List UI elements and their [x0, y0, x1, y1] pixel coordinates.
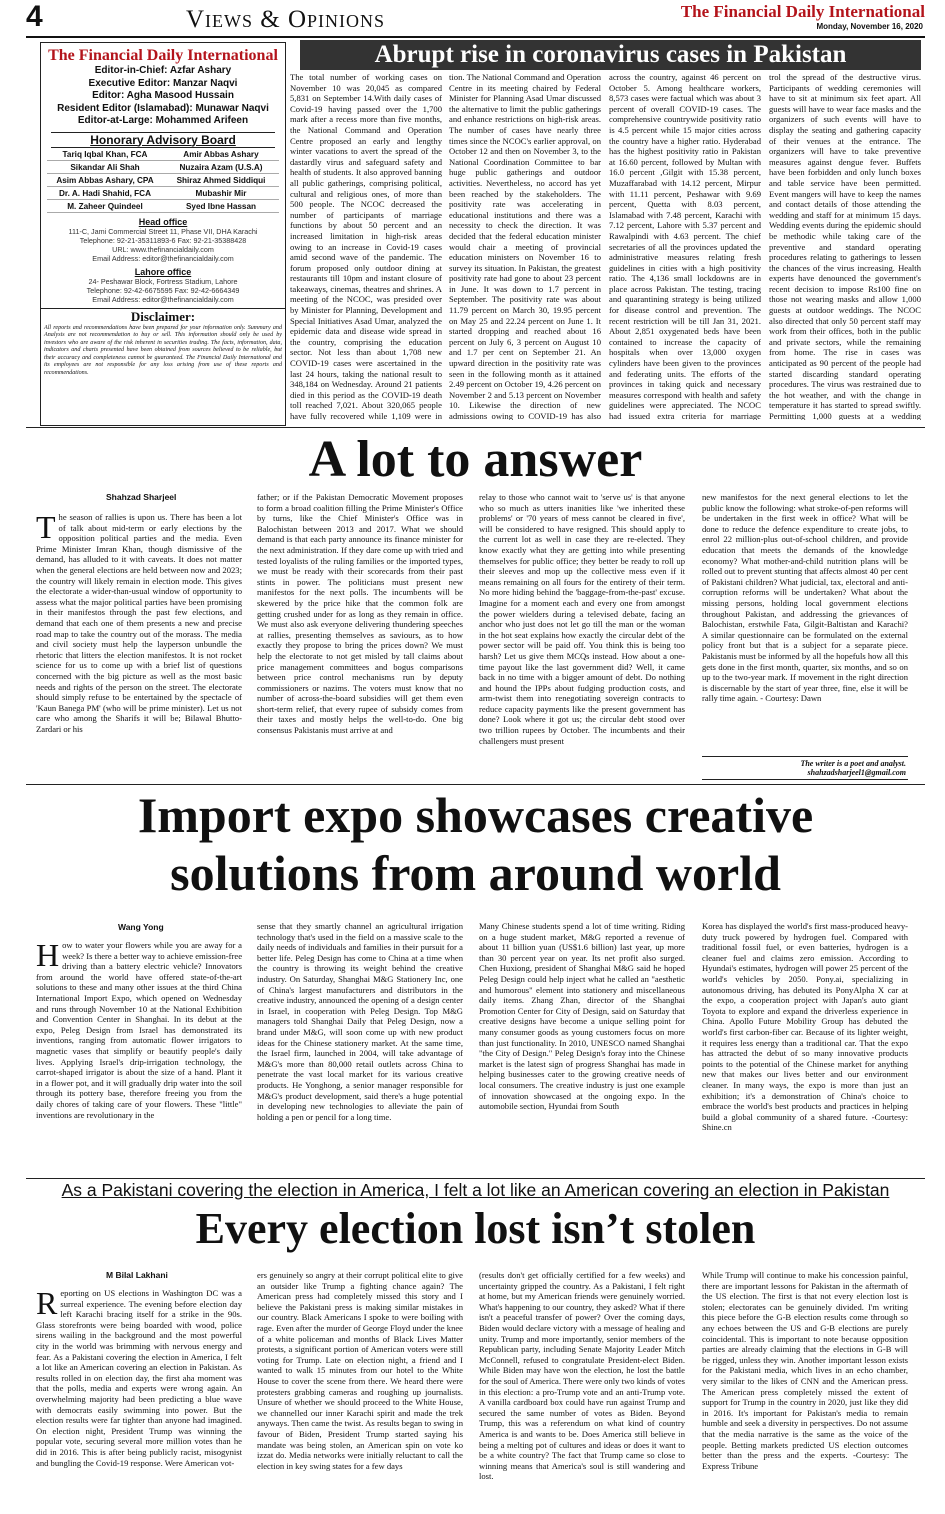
article4-byline: M Bilal Lakhani — [106, 1270, 168, 1280]
advisor-name: M. Zaheer Quindeel — [47, 202, 163, 213]
article4-column — [36, 1288, 242, 1510]
article4-subhead: As a Pakistani covering the election in America, I felt a lot like an American covering an election in Pakistan — [61, 1180, 890, 1200]
article3-column: sense that they smartly channel an agricultural irrigation technology that's used in the field on a massive scale to the daily needs of individuals and families in their pursuit for a better life. Peleg Design has come to China at a time when the country is throwing its weight behind the creative industry. On Saturday, Shanghai M&G Stationery Inc, one of China's largest manufacturers and distributors in the creative industry, announced the opening of a design center in Israel, in cooperation with Peleg Design. Top M&G managers told Shanghai Daily that Peleg Design, now a brand under M&G, will soon come up with new product ideas for the Chinese stationery market. At the same time, the Israel firm, launched in 2004, will take advantage of M&G's more than 80,000 retail outlets across China to penetrate the vast local market for its various creative products. He Yonghong, a senior manager responsible for M&G's product development, said there's a huge potential in developing new technologies to alleviate the pain of holding a pen or pencil for a long time. — [257, 921, 463, 1122]
article2-byline: Shahzad Sharjeel — [106, 492, 177, 502]
article4-text: eporting on US elections in Washington DC was a surreal experience. The evening before election day left Karachi bracing itself for a strike in the 90s. Glass storefronts were being boarded with wood, police sirens wailing in the background and the most powerful city in the world was brimming with nervous energy and fear. As a Pakistani covering the election in America, I felt a lot like an American covering an election in Pakistan. As results rolled in on election day, the first aha moment was that the polls, media and experts were wrong again. An overwhelming majority had been predicting a blue wave with democrats easily swimming into power. But the election results were far tighter than anyone had imagined. On election night, President Trump was winning the popular vote, securing several more million votes than he did in 2016. This is after being publicly racist, misogynist and bungling the Covid-19 response. Were American vot- — [36, 1288, 242, 1468]
advisor-name: Nuzaira Azam (U.S.A) — [163, 163, 279, 174]
address-line: 111-C, Jami Commercial Street 11, Phase VII, DHA Karachi — [68, 226, 258, 236]
drop-cap: R — [36, 1288, 58, 1321]
advisor-name: Dr. A. Hadi Shahid, FCA — [47, 189, 163, 200]
article4-column: While Trump will continue to make his concession painful, there are important lessons for Pakistan in the aftermath of the US election. The first is that not every election lost is stolen; electorates can be genuinely divided. I'm writing this piece before the G-B election results come through so any echoes between the US and G-B elections are purely coincidental. This is important to note because opposition parties are already claiming that the elections in G-B will be rigged, unless they win. Another important lesson exists for the Pakistani media, which lives in an echo chamber, very similar to the likes of CNN and the American press. The American press completely missed the extent of support for Trump in the country in 2020, just like they did in 2016. It's important for Pakistan's media to remain humble and seek a diversity in perspectives. Do not assume that the media narrative is the same as the voice of the people. Betting markets predicted US election outcomes better than the press and the experts. -Courtesy: The Express Tribune — [702, 1270, 908, 1471]
article1-column: tion. The National Command and Operation Centre in its meeting chaired by Federal Minister for Planning Asad Umar discussed the alternative to limit the public gatherings and enhance restrictions on high-risk areas. The number of cases have nearly three times since the NCOC's earlier approval, on October 12 and then on November 3, to the National Coordination Committee to bar huge public gatherings and outdoor activities. Nevertheless, no accord has yet been reached by the stakeholders. The positivity rate was accelerating in educational institutions and there was a necessity to check the direction. It was decided that the federal education minister would chair a meeting of provincial education ministers on November 16 to survey its situation. In Pakistan, the greatest positivity rate had gone to about 23 percent in June. It was down to 1.7 percent in September. The positivity rate was about 11.79 percent on March 30, 19.95 percent on May 25 and 22.24 percent on June 1. It started dropping and reached about 16 percent on July 6, 3 percent on August 10 and 1.7 per cent on September 21. An upward direction in the positivity rate was seen in the following month as it attained 2.49 percent on October 19, 4.26 percent on November 2 and 5.13 percent on November 10. Likewise the direction of new admissions owing to COVID-19 has also — [449, 72, 601, 420]
advisor-name: Amir Abbas Ashary — [163, 150, 279, 161]
article3-column: Korea has displayed the world's first mass-produced heavy-duty truck powered by hydrogen fuel. Compared with traditional fossil fuel, or even batteries, hydrogen is a cleaner fuel and claims zero emission. According to Hyundai's estimates, hydrogen will power 25 percent of the world's vehicles by 2050. Pony.ai, specializing in autonomous driving, has debuted its PonyAlpha X car at the expo, a cooperation project with Japan's auto giant Toyota to explore and expand the driverless experience in China. Apollo Future Mobility Group has debuted the world's first carbon-fiber car. Because of its lighter weight, it requires less energy than a traditional car. That the expo has attracted the debut of so many innovative products points to the potential of the Chinese market for anything new that makes our lives better and our environment cleaner. In many ways, the expo is more than just an exhibition; it's a demonstration of China's choice to embrace the world's best products and practices in helping build a global community of a shared future. -Courtesy: Shine.cn — [702, 921, 908, 1133]
article1-column: The total number of working cases on November 10 was 20,045 as compared 5,831 on September 14.With daily cases of Covid-19 having passed over the 1,700 mark after a recess more than five months, the National Command and Operation Centre proposed an early and lengthy winter vacations to avert the spread of the dastardly virus and safeguard safety and health of students. It also approved banning all public gatherings, comprising political, cultural and religious ones, of more than 500 people. The NCOC decreased the number of participants of marriage functions by about 50 percent and an increased limitation in high-risk areas owing to an increase in Covid-19 cases amid second wave of the pandemic. The forum proposed only outdoor dining at restaurants till 10pm and instant closure of takeaways, cinemas, theatres and shrines. A meeting of the NCOC, was presided over by Minister for Planning, Development and Special Initiatives Asad Umar, analyzed the epidemic data and disease wide spread in the country, comprising the education sector. Not less than about 1,708 new COVID-19 cases were ascertained in the last 24 hours, taking the national result to 348,184 on Wednesday. Around 21 patients died in this period as the COVID-19 death toll reached 7,021. About 320,065 people have fully recovered while 1,109 were in — [290, 72, 442, 420]
drop-cap: H — [36, 940, 60, 973]
article3-byline: Wang Yong — [118, 922, 164, 932]
article4-column: ers genuinely so angry at their corrupt political elite to give an outsider like Trump a fighting chance again? The American press had completely missed this story and I believe the Pakistani press is making similar mistakes in our country. Black Americans I spoke to were boiling with rage. Even after the murder of George Floyd under the knee of a white policeman and months of Black Lives Matter protests, a significant portion of American voters were still voting for Trump. Late on election night, a friend and I wanted to walk 15 minutes from our hotel to the White House to cover the scene from there. We heard there were protesters grabbing cameras and roughing up journalists. Unsure of whether we should proceed to the White House, we channelled our inner Karachi spirit and made the trek anyways. Then came the twist. As results began to swing in favour of Biden, President Trump started saying his mandate was being stolen, an American spin on vote ko izzat do. Media networks were initially reluctant to call the election in key swing states for a few days — [257, 1270, 463, 1471]
article3-headline — [26, 786, 925, 902]
page-number: 4 — [26, 0, 43, 33]
address-line: URL: www.thefinancialdaily.com — [112, 244, 214, 254]
address-line: Email Address: editor@thefinancialdaily.com — [92, 253, 234, 263]
section-rule — [26, 1178, 925, 1179]
headline-line: solutions from around world — [170, 845, 781, 901]
article2-column — [36, 512, 242, 778]
editor-line: Editor: Agha Masood Hussain — [92, 90, 234, 101]
editor-line: Resident Editor (Islamabad): Munawar Naqvi — [57, 102, 269, 114]
advisor-name: Sikandar Ali Shah — [47, 163, 163, 174]
article1-column: trol the spread of the destructive virus. Participants of wedding ceremonies will have to sit at minimum six feet apart. All guests will have to wear face masks and the organizers of such events will have to display the seating and gathering capacity of their venues at the entrance. The organizers will have to take preventive measures against dengue fever. Buffets have been forbidden and only lunch boxes and table service have been permitted. Event mangers will have to keep the names and contact details of those attending the wedding and staff for at minimum 15 days. Wedding events during the epidemic should be methodic while taking care of the preventive and standard operating procedures relating to gatherings to lessen the chances of the virus increasing. Health experts have denounced the government's recent decision to impose Rs100 fine on those not wearing masks and allow 1,000 guests at outdoor weddings. The NCOC also directed that only 50 percent staff may work from their offices, both in the public and private sectors, while the remaining from home. The rise in cases was anticipated as 90 percent of the people had started discarding standard operating procedures. The virus was restrained due to the hot weather, and with the change in temperature it has started to spread swiftly. Permitting 1,000 guests at a wedding — [769, 72, 921, 420]
article4-column: (results don't get officially certified for a few weeks) and uncertainty gripped the country. As a Pakistani, I felt right at home, but my American friends were genuinely worried. What's happening to our country, they asked? What if there isn't a peaceful transfer of power? Over the coming days, Biden would declare victory with a message of healing and unity. Trump and more importantly, senior members of the Republican party, including Senate Majority Leader Mitch McConnell, refused to congratulate President-elect Biden. While Biden may have won the election, he lost the battle for the soul of America. There were only two kinds of votes in this election: a pro-Trump vote and an anti-Trump vote. A vanilla cardboard box could have run against Trump and secured the same number of votes as Biden. Beyond Trump, this was a referendum on what kind of country America is and wants to be. Does America still believe in being a melting pot of cultures and ideas or does it want to be a white country? The fact that Trump came so close to winning means that America's soul is still wandering and lost. — [479, 1270, 685, 1482]
article3-column: Many Chinese students spend a lot of time writing. Riding on a huge student market, M&G reported a revenue of about 11 billion yuan (US$1.6 billion) last year, up more than 30 percent year on year. Its net profit also surged. Chen Huxiong, president of Shanghai M&G said he hoped Peleg Design could help inject what he called an "aesthetic and humorous" element into stationery and miscellaneous daily items. Zhang Zhan, director of the Shanghai Promotion Center for City of Design, said on Saturday that creative designs have become a unique selling point for many consumer goods as young customers focus on more than just functionality. In 2010, UNESCO named Shanghai "the City of Design." Peleg Design's foray into the Chinese market is the latest sign of progress Shanghai has made in helping businesses cater to the growing creative needs of local consumers. The creative industry is just one example of innovation showcased at the ongoing expo. In the automobile section, Hyundai from South — [479, 921, 685, 1112]
disclaimer-text: All reports and recommendations have been prepared for your information only. Summary and Analysis are not recommendation to buy or sell. This information should only be used by investors who are aware of the risk inherent in securities trading. The facts, information, data, indicators and charts presented have been obtained from sources believed to be reliable, but their accuracy and completeness cannot be guaranteed. The Financial Daily International and its employees are not responsible for any loss arising from use of these reports and recommendations. — [44, 324, 282, 377]
address-line: 24- Peshawar Block, Fortress Stadium, Lahore — [88, 276, 238, 286]
writer-email: shahzadsharjeel1@gmail.com — [807, 768, 906, 777]
section-title: Views & Opinions — [186, 6, 386, 33]
editor-line: Editor-in-Chief: Azfar Ashary — [94, 65, 232, 76]
advisor-name: Asim Abbas Ashary, CPA — [47, 176, 163, 187]
article1-headline: Abrupt rise in coronavirus cases in Pakistan — [300, 40, 921, 70]
issue-date: Monday, November 16, 2020 — [816, 22, 923, 31]
article2-text: he season of rallies is upon us. There has been a lot of talk about mid-term or early elections by the opposition political parties and the media. Even Prime Minister Imran Khan, though dismissive of the demand, has alluded to it with caveats. It does not matter when the general elections are held between now and 2023; the country will likely remain in election mode. This gives the electorate a wider-than-usual window of opportunity to assess what the major political parties have been promising in their manifestos through the past few elections, and demand that each one of them presents a new and precise road map to take the country out of the morass. The media and civil society must help the layperson unbundle the rhetoric that litters the election manifestos. It is not rocket science for us to come up with a brief list of questions concerned with the big picture as well as the most basic needs and rights of the person on the street. The electorate should simply refuse to be entertained by the spectacle of 'Kaun Banega PM' (who will be prime minister). Let us not care who among the Sharifs it will be; Bilawal Bhutto-Zardari or his — [36, 512, 242, 734]
header-rule — [26, 36, 925, 38]
editor-line: Executive Editor: Manzar Naqvi — [88, 77, 238, 89]
article4-headline: Every election lost isn’t stolen — [195, 1204, 756, 1253]
advisor-name: Mubashir Mir — [163, 189, 279, 200]
section-rule — [26, 784, 925, 785]
article1-column: across the country, against 46 percent on October 5. Among healthcare workers, 8,573 cases were factual which was about 3 percent of overall COVID-19 cases. The comprehensive countrywide positivity ratio is 4.5 percent while 15 major cities across the country have a higher ratio. Hyderabad has the highest positivity ratio in Pakistan at 16.60 percent, followed by Multan with 16.0 percent ,Gilgit with 15.38 percent, Muzaffarabad with 14.12 percent, Mirpur with 11.11 percent, Peshawar with 9.69 percent, Quetta with 8.03 percent, Islamabad with 7.48 percent, Karachi with 7.12 percent, Lahore with 5.37 percent and Rawalpindi with 4.63 percent. The chief secretaries of all the provinces updated the administrative measures relating fresh guidelines in cities with a high positivity ratio. The 4,136 small lockdowns are in place across Pakistan. The testing, tracing and quarantining strategy is being utilized for disease control and prevention. The recent restriction will be till Jan 31, 2021. About 2,851 oxygenated beds have been contained to increase the capacity of hospitals when over 13,000 oxygen cylinders have been given to the provinces and federating units. The efforts of the provinces in taking quick and necessary measures correspond with health and safety guidelines were appreciated. The NCOC had issued extra criteria for marriage — [609, 72, 761, 420]
advisor-name: Syed Ibne Hassan — [163, 202, 279, 213]
editor-line: Editor-at-Large: Mohammed Arifeen — [77, 115, 249, 126]
staff-brand: The Financial Daily International — [48, 47, 278, 64]
advisory-grid — [47, 150, 279, 213]
address-line: Email Address: editor@thefinancialdaily.com — [92, 294, 234, 304]
article3-text: ow to water your flowers while you are away for a week? Is there a better way to achieve emission-free driving than a battery electric vehicle? Innovators from around the world have offered state-of-the-art solutions to these and many other issues at the third China International Import Expo, which opened on Wednesday and runs through November 10 at the National Exhibition and Convention Center in Shanghai. In its debut at the expo, Peleg Design from Israel has demonstrated its inventions, ranging from automatic flower irrigators to magnetic vases that simplify or beautify people's daily lives. Applying Israel's drip-irrigation technology, the carrot-shaped irrigator is about the size of a hand. Plant it in a flower pot, and it will gradually drip water into the soil through its pottery base, therefore freeing you from the daily chores of taking care of your flowers. These "little" inventions are revolutionary in the — [36, 940, 242, 1120]
advisor-name: Shiraz Ahmed Siddiqui — [163, 176, 279, 187]
headline-line: Import expo showcases creative — [137, 787, 814, 843]
article2-column: relay to those who cannot wait to 'serve us' is that anyone who so much as utters inanities like 'we inherited these problems' or '70 years of mess cannot be cleared in five', will be considered to have resigned. This should apply to the current lot as well in case they are re-elected. They know exactly what they are getting into while presenting themselves for public office; they better be ready to roll up their sleeves and mop up the collective mess even if it means remaining on all fours for the entirety of their term. No more hiding behind the 'baggage-from-the-past' excuse. Imagine for a moment each and every one from amongst the power wielders during a televised debate, facing an anchor who just does not let go till the man or the woman in the hot seat explains how exactly the circular debt of the power sector will be paid off. You think this is being too harsh? Let us give them MCQs instead. How about a one-time payout like the last government did? Well, it came back in no time with a bigger amount of debt. Do nothing and hound the IPPs about fudging production costs, and arm-twist them into renegotiating sovereign contracts to reduce capacity payments like the present government has done? Look where it got us; the circular debt stood over two trillion rupees by October. The incumbents and their challengers must present — [479, 492, 685, 746]
drop-cap: T — [36, 512, 56, 545]
advisor-name: Tariq Iqbal Khan, FCA — [47, 150, 163, 161]
lahore-office-title: Lahore office — [134, 266, 192, 277]
masthead: The Financial Daily International — [680, 2, 925, 21]
writer-bio: The writer is a poet and analyst. — [800, 759, 906, 768]
advisory-title: Honorary Advisory Board — [51, 132, 275, 148]
writer-note — [702, 756, 908, 780]
article2-headline: A lot to answer — [308, 431, 643, 488]
staff-box — [40, 42, 286, 426]
article2-column: father; or if the Pakistan Democratic Movement proposes to form a broad coalition filling the Prime Minister's Office by turns, like the Chief Minister's Office was in Balochistan between 2013 and 2017. What we should demand is that each party announce its finance minister for the next administration. If they dare come up with tried and tested loyalists of the ruling families or the imported types, we must be ready with their scorecards from their past stints in power. The politicians must present new manifestos for the next polls. The incumbents will be skewered by the price hike that the common folk are getting crushed under for as long as they remain in office. We must also ask everyone delivering thundering speeches at rallies, presenting themselves as saviours, as to how exactly they propose to bring the prices down? We must help the electorate to not get misled by tall claims about price management committees and bogus comparisons between price control mechanisms run by deputy commissioners or nazims. The voters must know that no number of across-the-board subsidies will get them even short-term relief, that every rupee of subsidy comes from their taxes and mostly helps the well-to-do. One big consensus Pakistanis must arrive at and — [257, 492, 463, 736]
address-line: Telephone: 92-21-35311893-6 Fax: 92-21-35388428 — [79, 235, 247, 245]
address-line: Telephone: 92-42-6675595 Fax: 92-42-6664349 — [86, 285, 240, 295]
article3-column — [36, 940, 242, 1173]
article2-column: new manifestos for the next general elections to let the public know the following: what stroke-of-pen reforms will be undertaken in the first week in office? What will be done to reduce the defence expenditure to create jobs, to enrol 22 million-plus out-of-school children, and provide education that meets the demands of the knowledge economy? What mother-and-child nutrition plans will be rolled out to prevent stunting that affects almost 40 per cent of Pakistani children? What judicial, tax, electoral and anti-corruption reforms will be undertaken? What about the missing persons, holding local government elections throughout Pakistan, and addressing the grievances of Balochistan, erstwhile Fata, Gilgit-Baltistan and Karachi? A similar questionnaire can be formulated on the external policy front but that is a subject for a separate piece. Pakistanis must be informed by all the hopefuls how all this gets done in the first month, quarter, six months, and so on up to the two-year mark. If movement in the right direction is discernable by the start of year three, fine, else it will be rally time again. - Courtesy: Dawn — [702, 492, 908, 704]
head-office-title: Head office — [138, 216, 188, 227]
disclaimer-title: Disclaimer: — [41, 308, 285, 325]
